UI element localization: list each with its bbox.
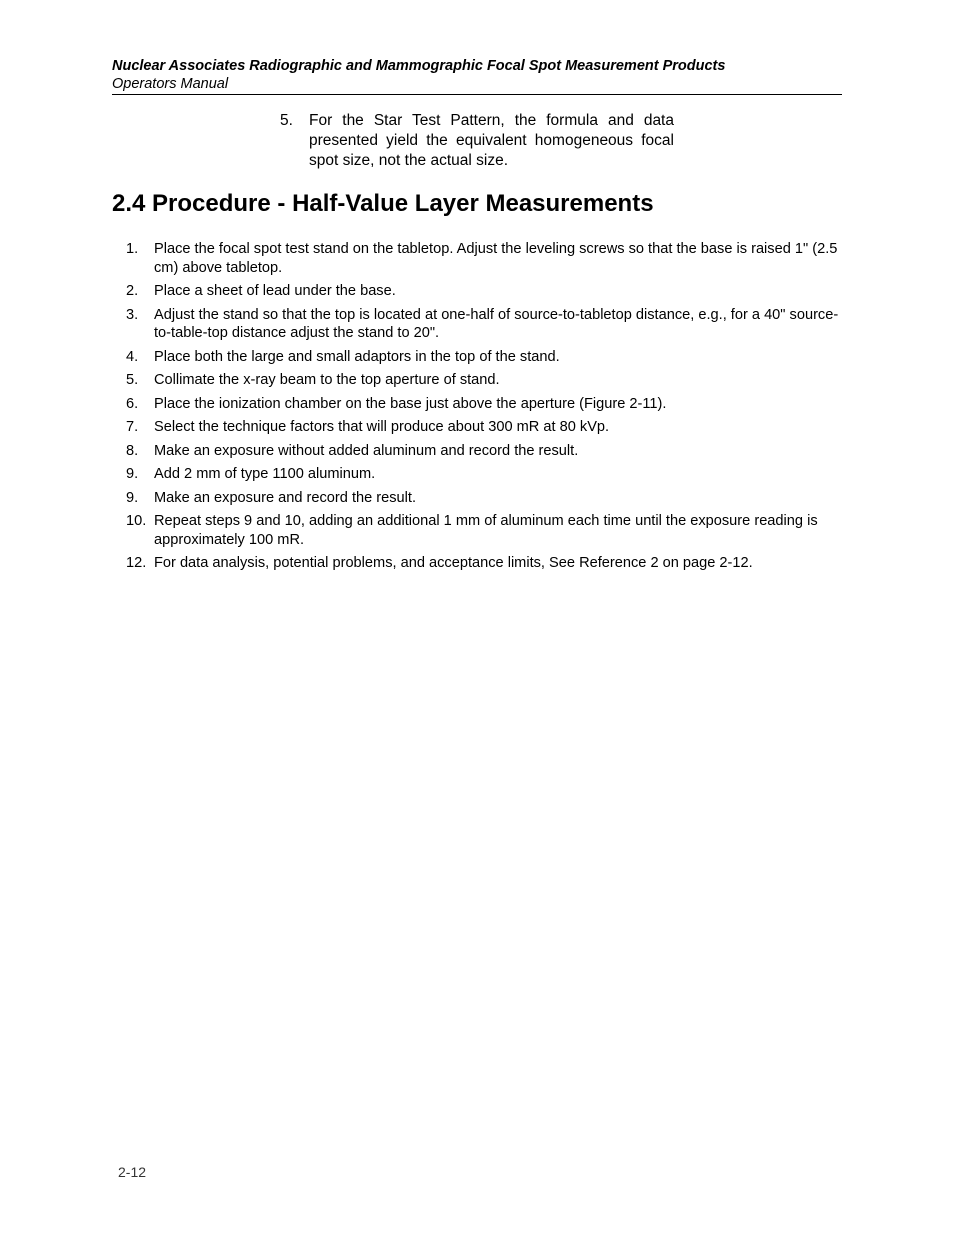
step-text: Place the ionization chamber on the base just above the aperture (Figure 2-11). (154, 395, 667, 412)
step-number: 1. (126, 241, 139, 257)
note-text: For the Star Test Pattern, the formula and data presented yield the equivalent homogeneous focal spot size, not the actual size. (309, 112, 674, 169)
procedure-step (112, 282, 842, 301)
step-number: 4. (126, 348, 139, 365)
step-number: 10. (126, 513, 147, 529)
page-number: 2-12 (118, 1164, 147, 1180)
step-text: Add 2 mm of type 1100 aluminum. (154, 466, 376, 482)
step-text: Place a sheet of lead under the base. (154, 283, 396, 299)
step-text: Place both the large and small adaptors in the top of the stand. (154, 348, 560, 365)
step-number: 6. (126, 395, 139, 412)
header-subtitle: Operators Manual (112, 76, 229, 92)
step-number: 12. (126, 555, 147, 571)
page-header (112, 57, 842, 95)
step-number: 9. (126, 489, 139, 506)
procedure-steps-list (112, 240, 842, 578)
step-text: Select the technique factors that will produce about 300 mR at 80 kVp. (154, 419, 610, 435)
header-title: Nuclear Associates Radiographic and Mammographic Focal Spot Measurement Products (112, 58, 726, 74)
procedure-step (112, 348, 842, 367)
note-number: 5. (280, 112, 293, 129)
procedure-step (112, 442, 842, 461)
step-number: 2. (126, 283, 139, 299)
step-text: Adjust the stand so that the top is located at one-half of source-to-tabletop distance, e.g., for a 40" source-to-table-top distance adjust the stand to 20". (154, 306, 839, 341)
step-text: Place the focal spot test stand on the tabletop. Adjust the leveling screws so that the base is raised 1" (2.5 cm) above tabletop. (154, 241, 838, 276)
step-number: 3. (126, 306, 139, 323)
step-text: Make an exposure without added aluminum and record the result. (154, 442, 579, 459)
note-item (280, 111, 674, 171)
procedure-step (112, 489, 842, 508)
step-text: Repeat steps 9 and 10, adding an additional 1 mm of aluminum each time until the exposure reading is approximately 100 mR. (154, 513, 818, 548)
step-text: Collimate the x-ray beam to the top aperture of stand. (154, 372, 500, 388)
procedure-step (112, 418, 842, 437)
procedure-step (112, 512, 842, 549)
section-heading: 2.4 Procedure - Half-Value Layer Measurements (112, 190, 654, 217)
step-text: For data analysis, potential problems, and acceptance limits, See Reference 2 on page 2-12. (154, 555, 753, 571)
procedure-step (112, 465, 842, 484)
procedure-step (112, 306, 842, 343)
step-number: 8. (126, 442, 139, 459)
step-number: 7. (126, 419, 139, 435)
procedure-step (112, 371, 842, 390)
procedure-step (112, 240, 842, 277)
step-number: 5. (126, 372, 139, 388)
procedure-step (112, 554, 842, 573)
step-text: Make an exposure and record the result. (154, 489, 417, 506)
procedure-step (112, 395, 842, 414)
step-number: 9. (126, 466, 139, 482)
